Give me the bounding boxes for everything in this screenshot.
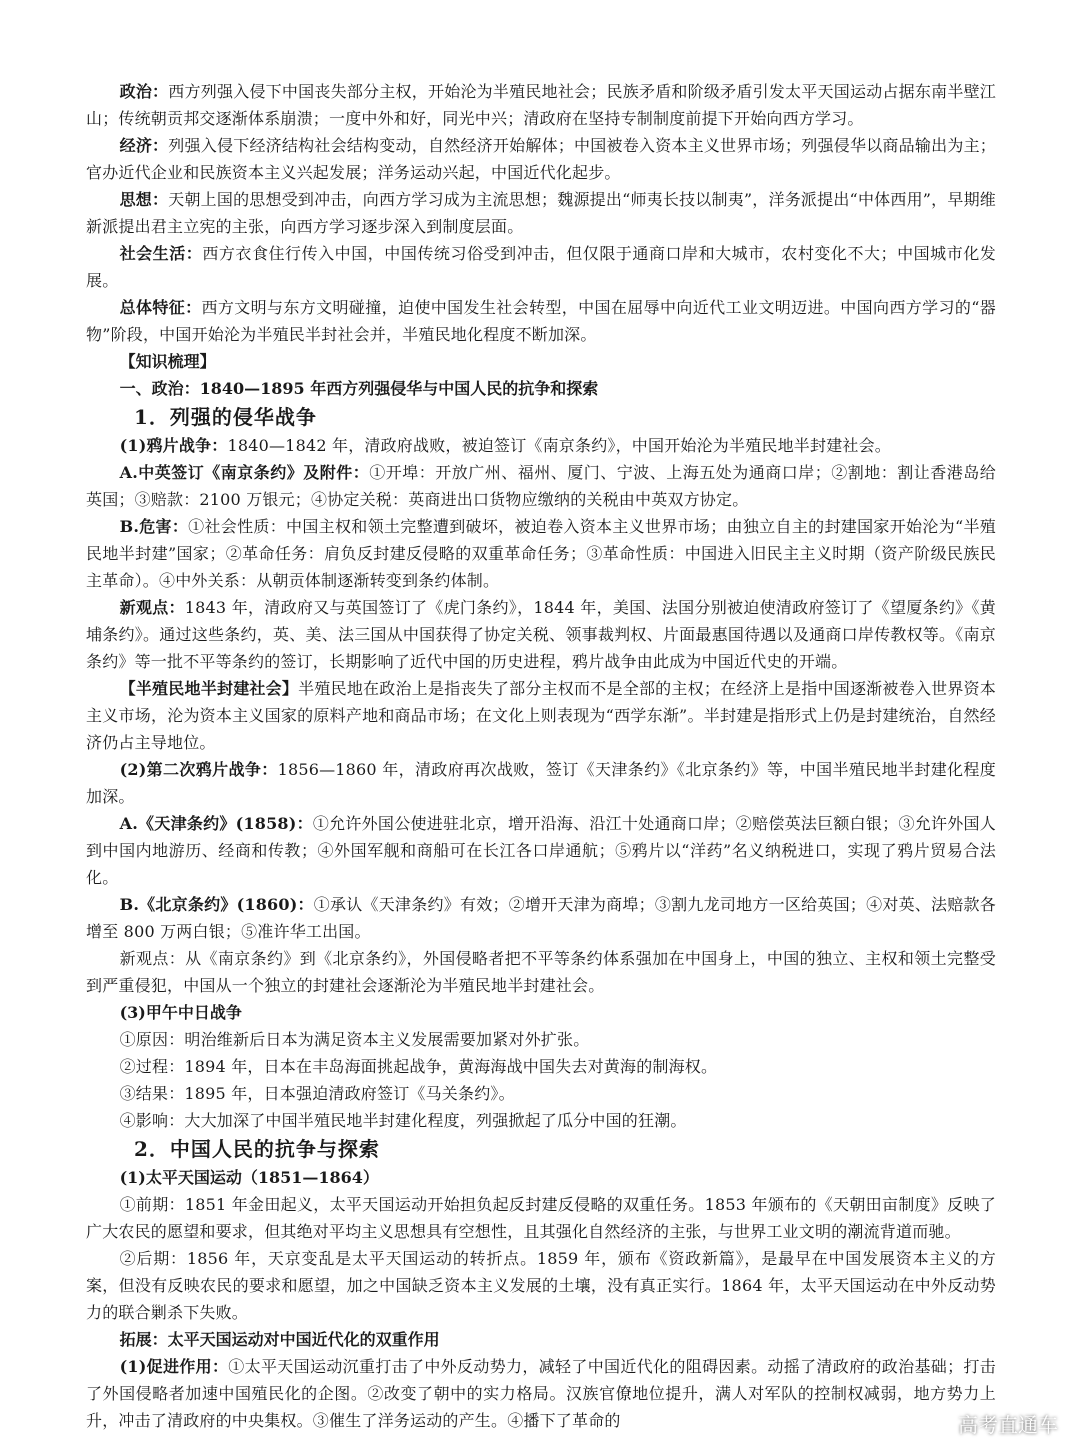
- document-page: [86, 78, 996, 1434]
- sino-japanese-title: (3)甲午中日战争: [119, 1003, 242, 1022]
- watermark: [932, 1409, 1058, 1438]
- section1-title: 1．列强的侵华战争: [134, 405, 317, 429]
- taiping-early: ①前期：1851 年金田起义，太平天国运动开始担负起反封建反侵略的双重任务。1853 年颁布的《天朝田亩制度》反映了广大农民的愿望和要求，但其绝对平均主义思想具有空想性，且其强化自然经济的主张，与世界工业文明的潮流背道而驰。: [86, 1195, 996, 1241]
- promote-para: (1)促进作用：①太平天国运动沉重打击了中外反动势力，减轻了中国近代化的阻碍因素。动摇了清政府的政治基础；打击了外国侵略者加速中国殖民化的企图。②改变了朝中的实力格局。汉族官僚地位提升，满人对军队的控制权减弱，地方势力上升，冲击了清政府的中央集权。③催生了洋务运动的产生。④播下了革命的: [86, 1357, 997, 1430]
- intro-politics: 政治：西方列强入侵下中国丧失部分主权，开始沦为半殖民地社会；民族矛盾和阶级矛盾引发太平天国运动占据东南半壁江山；传统朝贡邦交逐渐体系崩溃；一度中外和好，同光中兴；清政府在坚持专制制度前提下开始向西方学习。: [86, 82, 997, 128]
- intro-social-life: 社会生活：西方衣食住行传入中国，中国传统习俗受到冲击，但仅限于通商口岸和大城市，农村变化不大；中国城市化发展。: [86, 244, 996, 290]
- wechat-logo-icon: [932, 1414, 952, 1434]
- tianjin-treaty-para: A.《天津条约》(1858)：①允许外国公使进驻北京，增开沿海、沿江十处通商口岸；②赔偿英法巨额白银；③允许外国人到中国内地游历、经商和传教；④外国军舰和商船可在长江各口岸通航；⑤鸦片以“洋药”名义纳税进口，实现了鸦片贸易合法化。: [86, 814, 996, 887]
- beijing-treaty-para: B.《北京条约》(1860)：①承认《天津条约》有效；②增开天津为商埠；③割九龙司地方一区给英国；④对英、法赔款各增至 800 万两白银；⑤准许华工出国。: [86, 895, 996, 941]
- sino-japanese-cause: ①原因：明治维新后日本为满足资本主义发展需要加紧对外扩张。: [119, 1030, 590, 1049]
- semi-colonial-para: 【半殖民地半封建社会】半殖民地在政治上是指丧失了部分主权而不是全部的主权；在经济上是指中国逐渐被卷入世界资本主义市场，沦为资本主义国家的原料产地和商品市场；在文化上则表现为“西学东渐”。半封建是指形式上仍是封建统治，自然经济仍占主导地位。: [86, 679, 996, 752]
- taiping-title: (1)太平天国运动（1851—1864）: [119, 1168, 379, 1187]
- nanjing-treaty-para: A.中英签订《南京条约》及附件：①开埠：开放广州、福州、厦门、宁波、上海五处为通商口岸；②割地：割让香港岛给英国；③赔款：2100 万银元；④协定关税：英商进出口货物应缴纳的关税由中英双方协定。: [86, 463, 996, 509]
- intro-overall: 总体特征：西方文明与东方文明碰撞，迫使中国发生社会转型，中国在屈辱中向近代工业文明迈进。中国向西方学习的“器物”阶段，中国开始沦为半殖民半封社会并，半殖民地化程度不断加深。: [86, 298, 996, 344]
- sino-japanese-process: ②过程：1894 年，日本在丰岛海面挑起战争，黄海海战中国失去对黄海的制海权。: [119, 1057, 718, 1076]
- intro-economy: 经济：列强入侵下经济结构社会结构变动，自然经济开始解体；中国被卷入资本主义世界市场；列强侵华以商品输出为主；官办近代企业和民族资本主义兴起发展；洋务运动兴起，中国近代化起步。: [86, 136, 997, 182]
- watermark-text: 高考直通车: [958, 1413, 1058, 1437]
- new-view-2-para: 新观点：从《南京条约》到《北京条约》，外国侵略者把不平等条约体系强加在中国身上，中国的独立、主权和领土完整受到严重侵犯，中国从一个独立的封建社会逐渐沦为半殖民地半封建社会。: [86, 949, 996, 995]
- new-view-para: 新观点：1843 年，清政府又与英国签订了《虎门条约》，1844 年，美国、法国分别被迫使清政府签订了《望厦条约》《黄埔条约》。通过这些条约，英、美、法三国从中国获得了协定关税、领事裁判权、片面最惠国待遇以及通商口岸传教权等。《南京条约》等一批不平等条约的签订，长期影响了近代中国的历史进程，鸦片战争由此成为中国近代史的开端。: [86, 598, 996, 671]
- second-opium-war-para: (2)第二次鸦片战争：1856—1860 年，清政府再次战败，签订《天津条约》《北京条约》等，中国半殖民地半封建化程度加深。: [86, 760, 996, 806]
- sino-japanese-result: ③结果：1895 年，日本强迫清政府签订《马关条约》。: [119, 1084, 515, 1103]
- harm-para: B.危害：①社会性质：中国主权和领土完整遭到破坏，被迫卷入资本主义世界市场；由独立自主的封建国家开始沦为“半殖民地半封建”国家；②革命任务：肩负反封建反侵略的双重革命任务；③革命性质：中国进入旧民主主义时期（资产阶级民族民主革命）。④中外关系：从朝贡体制逐渐转变到条约体制。: [86, 517, 996, 590]
- opium-war-para: (1)鸦片战争：1840—1842 年，清政府战败，被迫签订《南京条约》，中国开始沦为半殖民地半封建社会。: [119, 436, 891, 455]
- knowledge-title: 【知识梳理】: [119, 352, 216, 371]
- sino-japanese-impact: ④影响：大大加深了中国半殖民地半封建化程度，列强掀起了瓜分中国的狂潮。: [119, 1111, 687, 1130]
- section2-title: 2．中国人民的抗争与探索: [134, 1137, 380, 1161]
- expand-title: 拓展：太平天国运动对中国近代化的双重作用: [119, 1330, 440, 1349]
- intro-thought: 思想：天朝上国的思想受到冲击，向西方学习成为主流思想；魏源提出“师夷长技以制夷”，洋务派提出“中体西用”，早期维新派提出君主立宪的主张，向西方学习逐步深入到制度层面。: [86, 190, 996, 236]
- taiping-late: ②后期：1856 年，天京变乱是太平天国运动的转折点。1859 年，颁布《资政新篇》，是最早在中国发展资本主义的方案，但没有反映农民的要求和愿望，加之中国缺乏资本主义发展的土壤，没有真正实行。1864 年，太平天国运动在中外反动势力的联合剿杀下失败。: [86, 1249, 996, 1322]
- part-title: 一、政治：1840—1895 年西方列强侵华与中国人民的抗争和探索: [119, 379, 599, 398]
